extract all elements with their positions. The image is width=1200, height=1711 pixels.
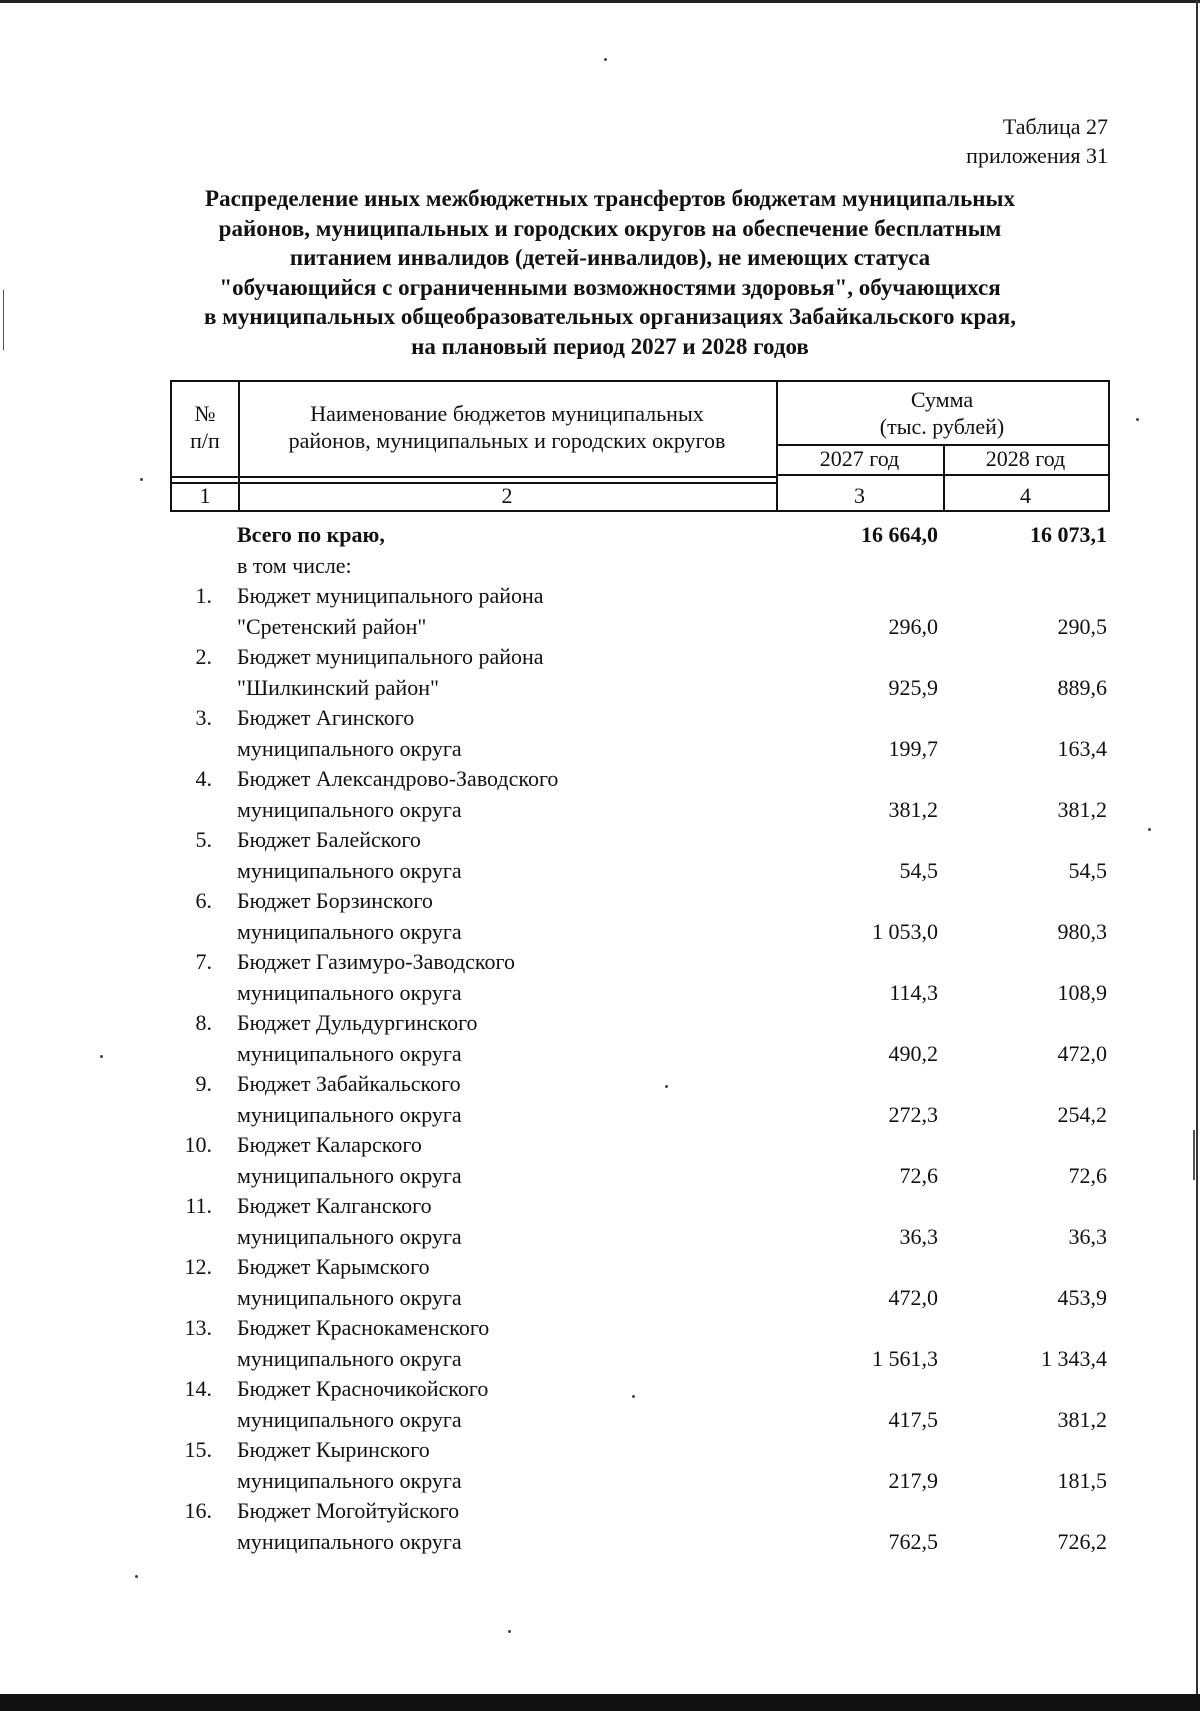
row-number: 7. — [195, 949, 212, 974]
row-number: 6. — [195, 888, 212, 913]
value-2027: 1 053,0 — [872, 918, 938, 944]
budget-name-line2: муниципального округа — [237, 857, 462, 883]
row-number: 8. — [195, 1010, 212, 1035]
value-2028: 290,5 — [1057, 613, 1107, 639]
scan-edge-mark — [1193, 1130, 1195, 1180]
budget-name-line1: Бюджет Каларского — [237, 1132, 422, 1157]
value-2027: 381,2 — [888, 796, 938, 822]
caption-appendix: приложения 31 — [966, 143, 1108, 168]
row-number: 16. — [184, 1498, 212, 1523]
scan-speck — [135, 1575, 138, 1578]
column-number-2: 2 — [501, 483, 513, 508]
scan-border-right — [1196, 0, 1198, 1694]
header-name-line: районов, муниципальных и городских округов — [288, 428, 726, 453]
value-2028: 181,5 — [1057, 1467, 1107, 1493]
value-2027: 72,6 — [899, 1162, 938, 1188]
value-2027: 417,5 — [888, 1406, 938, 1432]
document-title — [150, 184, 1070, 361]
value-2028: 163,4 — [1057, 735, 1107, 761]
value-2028: 1 343,4 — [1041, 1345, 1107, 1371]
budget-name-line2: "Шилкинский район" — [237, 674, 439, 700]
header-year-2028: 2028 год — [985, 446, 1066, 471]
budget-name-line1: Бюджет Забайкальского — [237, 1071, 461, 1096]
value-2027: 199,7 — [888, 735, 938, 761]
budget-name-line2: муниципального округа — [237, 1345, 462, 1371]
value-2027: 762,5 — [888, 1528, 938, 1554]
header-number-line: п/п — [190, 428, 220, 453]
budget-name-line1: Бюджет Балейского — [237, 827, 421, 852]
row-number: 12. — [184, 1254, 212, 1279]
row-number: 11. — [185, 1193, 212, 1218]
header-sum-line: (тыс. рублей) — [879, 414, 1005, 439]
table-header — [170, 380, 1110, 512]
scan-speck — [140, 478, 143, 481]
budget-name-line1: Бюджет Агинского — [237, 705, 415, 730]
budget-name-line1: Бюджет Карымского — [237, 1254, 430, 1279]
title-line: питанием инвалидов (детей-инвалидов), не имеющих статуса — [289, 245, 931, 270]
column-number-4: 4 — [1020, 483, 1031, 508]
scan-edge-mark — [3, 290, 4, 350]
value-2028: 381,2 — [1057, 1406, 1107, 1432]
value-2028: 36,3 — [1068, 1223, 1107, 1249]
value-2027: 114,3 — [889, 979, 938, 1005]
header-divider — [172, 476, 776, 478]
budget-name-line2: муниципального округа — [237, 1284, 462, 1310]
scan-border-bottom — [0, 1694, 1200, 1711]
header-sum-line: Сумма — [910, 387, 974, 412]
budget-name-line1: Бюджет Борзинского — [237, 888, 433, 913]
budget-name-line2: муниципального округа — [237, 1223, 462, 1249]
title-line: на плановый период 2027 и 2028 годов — [411, 333, 809, 359]
table-caption — [966, 112, 1108, 170]
header-number-line: № — [194, 401, 216, 426]
column-number-3: 3 — [854, 483, 865, 508]
value-2028: 726,2 — [1057, 1528, 1107, 1554]
value-2027: 272,3 — [888, 1101, 938, 1127]
value-2027: 54,5 — [899, 857, 938, 883]
budget-name-line1: Бюджет Краснокаменского — [237, 1315, 490, 1340]
value-2027: 472,0 — [888, 1284, 938, 1310]
budget-name-line2: муниципального округа — [237, 1040, 462, 1066]
value-2028: 980,3 — [1057, 918, 1107, 944]
header-divider — [776, 474, 1108, 476]
budget-name-line2: муниципального округа — [237, 1406, 462, 1432]
row-number: 1. — [195, 583, 212, 608]
value-2028: 108,9 — [1057, 979, 1107, 1005]
row-number: 9. — [195, 1071, 212, 1096]
total-label: Всего по краю, — [237, 522, 385, 547]
budget-name-line2: "Сретенский район" — [237, 613, 427, 639]
budget-name-line1: Бюджет муниципального района — [237, 644, 544, 669]
total-2027: 16 664,0 — [861, 522, 938, 547]
row-number: 13. — [184, 1315, 212, 1340]
budget-name-line1: Бюджет муниципального района — [237, 583, 544, 608]
caption-table-number: Таблица 27 — [1002, 114, 1108, 139]
row-number: 5. — [195, 827, 212, 852]
value-2028: 453,9 — [1057, 1284, 1107, 1310]
value-2027: 490,2 — [888, 1040, 938, 1066]
budget-name-line2: муниципального округа — [237, 1101, 462, 1127]
budget-name-line1: Бюджет Дульдургинского — [237, 1010, 478, 1035]
including-label: в том числе: — [237, 552, 352, 578]
value-2028: 889,6 — [1057, 674, 1107, 700]
value-2028: 72,6 — [1068, 1162, 1107, 1188]
value-2027: 36,3 — [899, 1223, 938, 1249]
budget-name-line2: муниципального округа — [237, 796, 462, 822]
title-line: Распределение иных межбюджетных трансфертов бюджетам муниципальных — [205, 186, 1015, 211]
value-2027: 925,9 — [888, 674, 938, 700]
budget-name-line2: муниципального округа — [237, 918, 462, 944]
value-2028: 254,2 — [1057, 1101, 1107, 1127]
budget-name-line1: Бюджет Александрово-Заводского — [237, 766, 559, 791]
budget-name-line2: муниципального округа — [237, 1162, 462, 1188]
scan-border-top — [0, 0, 1200, 3]
budget-name-line1: Бюджет Калганского — [237, 1193, 432, 1218]
budget-name-line1: Бюджет Могойтуйского — [237, 1498, 460, 1523]
value-2027: 296,0 — [888, 613, 938, 639]
row-number: 4. — [195, 766, 212, 791]
header-name-line: Наименование бюджетов муниципальных — [310, 401, 704, 426]
scan-speck — [1136, 418, 1139, 421]
title-line: в муниципальных общеобразовательных организациях Забайкальского края, — [204, 304, 1016, 329]
row-number: 10. — [184, 1132, 212, 1157]
value-2028: 472,0 — [1057, 1040, 1107, 1066]
value-2028: 381,2 — [1057, 796, 1107, 822]
budget-name-line2: муниципального округа — [237, 735, 462, 761]
budget-name-line1: Бюджет Кыринского — [237, 1437, 430, 1462]
budget-name-line1: Бюджет Красночикойского — [237, 1376, 489, 1401]
budget-name-line2: муниципального округа — [237, 979, 462, 1005]
total-2028: 16 073,1 — [1030, 522, 1107, 547]
header-year-2027: 2027 год — [819, 446, 900, 471]
title-line: "обучающийся с ограниченными возможностями здоровья", обучающихся — [219, 274, 1001, 300]
row-number: 3. — [195, 705, 212, 730]
value-2027: 1 561,3 — [872, 1345, 938, 1371]
title-line: районов, муниципальных и городских округов на обеспечение бесплатным — [218, 215, 1002, 241]
column-number-1: 1 — [199, 483, 211, 508]
budget-name-line2: муниципального округа — [237, 1467, 462, 1493]
header-number — [172, 400, 238, 454]
value-2028: 54,5 — [1068, 857, 1107, 883]
budget-name-line1: Бюджет Газимуро-Заводского — [237, 949, 515, 974]
header-sum — [776, 386, 1108, 440]
row-number: 14. — [184, 1376, 212, 1401]
scan-speck — [1148, 828, 1151, 831]
scan-speck — [100, 1055, 103, 1058]
row-number: 2. — [195, 644, 212, 669]
header-budget-name — [238, 400, 776, 454]
scan-speck — [604, 58, 607, 61]
scan-speck — [508, 1630, 511, 1633]
budget-name-line2: муниципального округа — [237, 1528, 462, 1554]
value-2027: 217,9 — [888, 1467, 938, 1493]
row-number: 15. — [184, 1437, 212, 1462]
